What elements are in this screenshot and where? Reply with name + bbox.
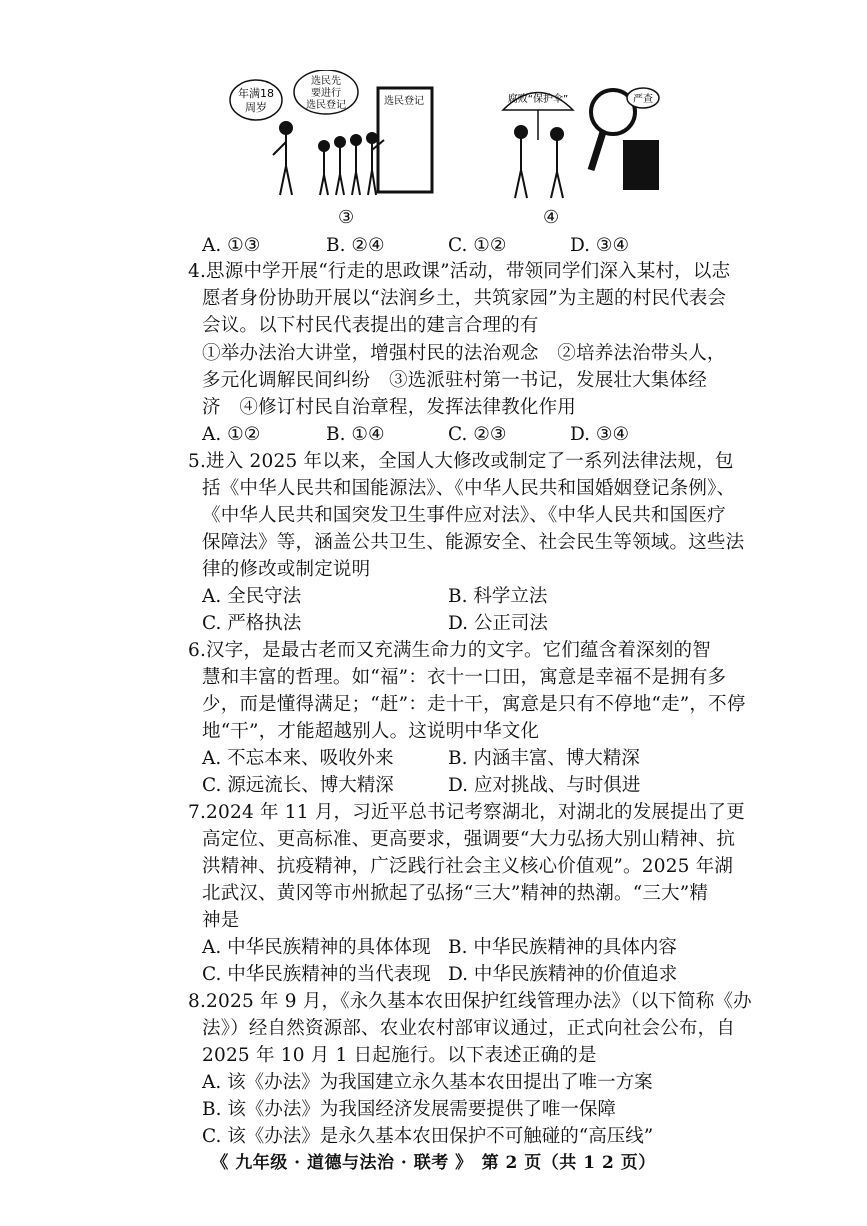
q3-option-c[interactable]: C. ①② [448,235,507,256]
q6-line-2: 慧和丰富的哲理。如“福”：衣十一口田，寓意是幸福不是拥有多 [202,667,727,688]
bubble-mid-text: 选民先 [311,76,341,87]
q7-line-1: 7.2024 年 11 月，习近平总书记考察湖北，对湖北的发展提出了更 [188,802,745,823]
svg-text:选民登记: 选民登记 [306,100,346,111]
q7-line-4: 北武汉、黄冈等市州掀起了弘扬“三大”精神的热潮。“三大”精 [202,883,709,904]
q8-line-1: 8.2025 年 9 月，《永久基本农田保护红线管理办法》（以下简称《办 [188,991,752,1012]
q4-line-5: 多元化调解民间纠纷 ③选派驻村第一书记，发展壮大集体经 [202,370,707,391]
voter-registration-drawing [228,70,458,210]
umbrella-label: 腐败“保护伞” [507,94,569,105]
q6-option-d[interactable]: D. 应对挑战、与时俱进 [448,775,641,796]
q4-line-2: 愿者身份协助开展以“法润乡土，共筑家园”为主题的村民代表会 [202,288,727,309]
q4-line-4: ①举办法治大讲堂，增强村民的法治观念 ②培养法治带头人， [202,343,726,364]
q7-line-5: 神是 [202,910,240,931]
q4-option-c[interactable]: C. ②③ [448,424,507,445]
q6-option-a[interactable]: A. 不忘本来、吸收外来 [202,748,394,769]
q3-option-a[interactable]: A. ①③ [202,235,261,256]
q5-option-c[interactable]: C. 严格执法 [202,613,302,634]
q5-line-5: 律的修改或制定说明 [202,559,371,580]
q6-option-c[interactable]: C. 源远流长、博大精深 [202,775,394,796]
q8-option-c[interactable]: C. 该《办法》是永久基本农田保护不可触碰的“高压线” [202,1126,654,1147]
q6-line-3: 少，而是懂得满足；“赶”：走十干，寓意是只有不停地“走”，不停 [202,694,746,715]
bubble-left-text: 年满18 [238,87,274,100]
magnifier-label: 严查 [633,94,653,105]
page-footer: 《 九年级 · 道德与法治 · 联考 》 第 2 页（共 1 2 页） [211,1153,656,1173]
cartoon-voter-registration [228,70,458,218]
q5-option-d[interactable]: D. 公正司法 [448,613,548,634]
svg-text:要进行: 要进行 [311,88,341,99]
caption-3: ③ [338,207,355,228]
q5-option-b[interactable]: B. 科学立法 [448,586,548,607]
q7-option-d[interactable]: D. 中华民族精神的价值追求 [448,964,678,985]
q7-option-a[interactable]: A. 中华民族精神的具体体现 [202,937,431,958]
q5-line-1: 5.进入 2025 年以来，全国人大修改或制定了一系列法律法规，包 [188,451,734,472]
q5-line-2: 括《中华人民共和国能源法》、《中华人民共和国婚姻登记条例》、 [202,478,736,499]
q8-line-2: 法》）经自然资源部、农业农村部审议通过，正式向社会公布，自 [202,1018,736,1039]
q6-line-1: 6.汉字，是最古老而又充满生命力的文字。它们蕴含着深刻的智 [188,640,711,661]
q3-option-b[interactable]: B. ②④ [326,235,385,256]
anti-corruption-drawing [493,70,663,210]
q4-option-b[interactable]: B. ①④ [326,424,385,445]
q7-option-c[interactable]: C. 中华民族精神的当代表现 [202,964,431,985]
registration-sign: 选民登记 [384,96,424,107]
q5-line-4: 保障法》等，涵盖公共卫生、能源安全、社会民生等领域。这些法 [202,532,745,553]
q5-option-a[interactable]: A. 全民守法 [202,586,302,607]
q4-line-3: 会议。以下村民代表提出的建言合理的有 [202,315,539,336]
q8-option-a[interactable]: A. 该《办法》为我国建立永久基本农田提出了唯一方案 [202,1072,653,1093]
q8-line-3: 2025 年 10 月 1 日起施行。以下表述正确的是 [202,1045,597,1066]
q7-line-3: 洪精神、抗疫精神，广泛践行社会主义核心价值观”。2025 年湖 [202,856,734,877]
q7-option-b[interactable]: B. 中华民族精神的具体内容 [448,937,677,958]
q8-option-b[interactable]: B. 该《办法》为我国经济发展需要提供了唯一保障 [202,1099,616,1120]
q4-option-d[interactable]: D. ③④ [570,424,630,445]
q4-line-6: 济 ④修订村民自治章程，发挥法律教化作用 [202,397,577,418]
q5-line-3: 《中华人民共和国突发卫生事件应对法》、《中华人民共和国医疗 [202,505,726,526]
q4-line-1: 4.思源中学开展“行走的思政课”活动，带领同学们深入某村，以志 [188,261,731,282]
q3-option-d[interactable]: D. ③④ [570,235,630,256]
q6-line-4: 地“干”，才能超越别人。这说明中华文化 [202,721,540,742]
cartoon-anti-corruption [493,70,663,218]
q6-option-b[interactable]: B. 内涵丰富、博大精深 [448,748,640,769]
q4-option-a[interactable]: A. ①② [202,424,261,445]
caption-4: ④ [543,207,560,228]
svg-text:周岁: 周岁 [245,101,267,114]
q7-line-2: 高定位、更高标准、更高要求，强调要“大力弘扬大别山精神、抗 [202,829,736,850]
